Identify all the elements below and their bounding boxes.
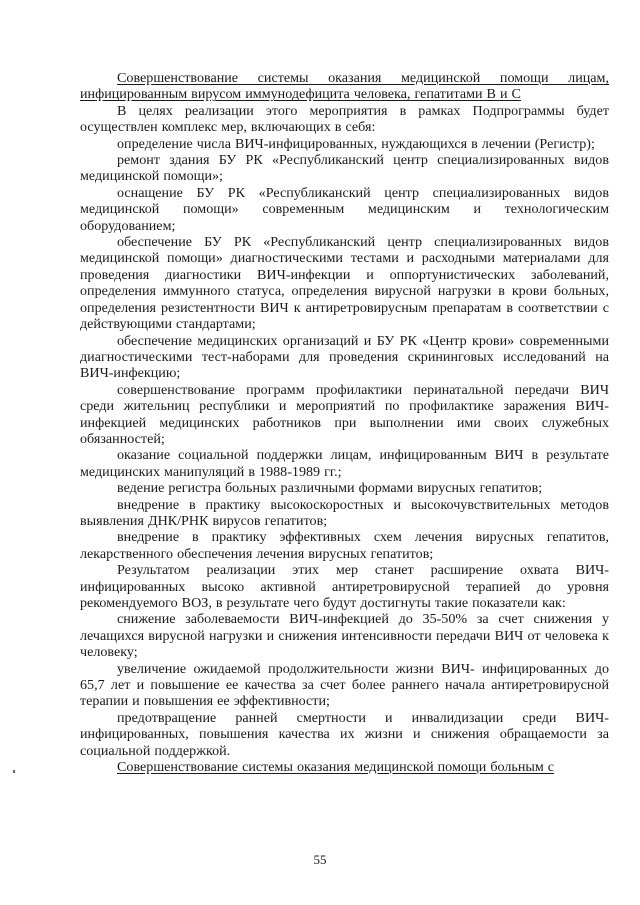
page-number: 55 (313, 852, 327, 867)
section-heading: Совершенствование системы оказания медицинской помощи больным с (117, 759, 555, 776)
list-item: ремонт здания БУ РК «Республиканский центр специализированных видов медицинской помощи»; (80, 152, 609, 185)
list-item: снижение заболеваемости ВИЧ-инфекцией до 35-50% за счет снижения у лечащихся вирусной нагрузки и снижения интенсивности передачи ВИЧ от человека к человеку; (80, 611, 609, 661)
list-item: увеличение ожидаемой продолжительности жизни ВИЧ- инфицированных до 65,7 лет и повышение ее качества за счет более раннего начала антиретровирусной терапии и повышения ее эффективности; (80, 660, 609, 710)
list-item: обеспечение БУ РК «Республиканский центр специализированных видов медицинской помощи» диагностическими тестами и расходными материалами для проведения диагностики ВИЧ-инфекции и оппортунистических заболеваний, определения иммунного статуса, определения вирусной нагрузки в крови больных, определения резистентности ВИЧ к антиретровирусным препаратам в соответствии с действующими стандартами; (80, 234, 609, 333)
paragraph: Результатом реализации этих мер станет расширение охвата ВИЧ-инфицированных высоко активной антиретровирусной терапией до уровня рекомендуемого ВОЗ, в результате чего будут достигнуты такие показатели как: (80, 562, 609, 611)
list-item: ведение регистра больных различными формами вирусных гепатитов; (117, 480, 543, 497)
paragraph: В целях реализации этого мероприятия в рамках Подпрограммы будет осуществлен комплекс мер, включающих в себя: (80, 102, 609, 136)
list-item: предотвращение ранней смертности и инвалидизации среди ВИЧ-инфицированных, повышения качества их жизни и снижения обращаемости за социальной поддержкой. (80, 709, 609, 759)
section-heading: Совершенствование системы оказания медицинской помощи лицам, инфицированным вирусом иммунодефицита человека, гепатитами В и С (80, 70, 609, 103)
list-item: определение числа ВИЧ-инфицированных, нуждающихся в лечении (Регистр); (117, 135, 595, 152)
scan-mark (13, 770, 15, 773)
document-page (80, 70, 609, 775)
list-item: внедрение в практику эффективных схем лечения вирусных гепатитов, лекарственного обеспечения лечения вирусных гепатитов; (80, 529, 609, 562)
list-item: оказание социальной поддержки лицам, инфицированным ВИЧ в результате медицинских манипуляций в 1988-1989 гг.; (80, 447, 609, 480)
list-item: внедрение в практику высокоскоростных и высокочувствительных методов выявления ДНК/РНК вирусов гепатитов; (80, 496, 609, 529)
list-item: обеспечение медицинских организаций и БУ РК «Центр крови» современными диагностическими тест-наборами для проведения скрининговых исследований на ВИЧ-инфекцию; (80, 332, 609, 382)
list-item: оснащение БУ РК «Республиканский центр специализированных видов медицинской помощи» современным медицинским и технологическим оборудованием; (80, 184, 609, 234)
list-item: совершенствование программ профилактики перинатальной передачи ВИЧ среди жительниц республики и мероприятий по профилактике заражения ВИЧ-инфекцией медицинских работников при выполнении ими своих служебных обязанностей; (80, 381, 609, 447)
